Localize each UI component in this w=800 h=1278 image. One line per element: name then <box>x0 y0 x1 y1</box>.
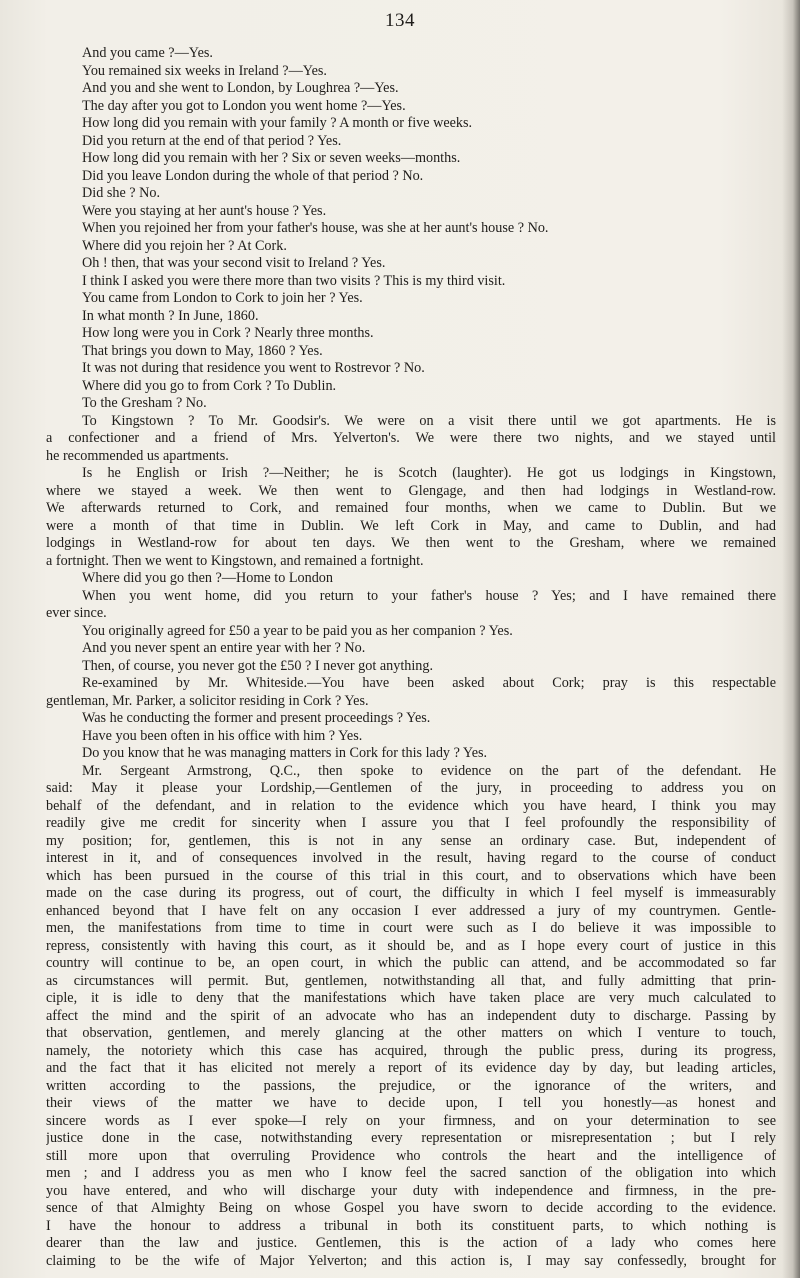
text-line: country will continue to be, an open court, in which the public can attend, and be accommodated so far <box>46 955 776 971</box>
text-line: written according to the passions, the prejudice, or the ignorance of the writers, and <box>46 1077 776 1094</box>
text-line: We afterwards returned to Cork, and remained four months, when we came to Dublin. But we <box>46 500 776 516</box>
text-line: Where did you go to from Cork ? To Dublin. <box>82 377 337 394</box>
text-line: I think I asked you were there more than two visits ? This is my third visit. <box>82 272 506 289</box>
text-line: as circumstances will permit. But, gentlemen, notwithstanding all that, and fully admitting that prin- <box>46 972 776 989</box>
text-line: affect the mind and the spirit of an advocate who has an independent duty to discharge. Passing by <box>46 1007 776 1024</box>
text-line: behalf of the defendant, and in relation to the evidence which you have heard, I think you may <box>46 797 776 814</box>
text-line: Where did you rejoin her ? At Cork. <box>82 237 287 254</box>
text-line: interest in it, and of consequences involved in the result, having regard to the course of conduct <box>46 850 776 866</box>
page-number: 134 <box>385 10 415 31</box>
text-line: lodgings in Westland-row for about ten days. We then went to the Gresham, where we remained <box>46 535 776 551</box>
text-line: where we stayed a week. We then went to Glengage, and then had lodgings in Westland-row. <box>46 482 776 499</box>
text-line: It was not during that residence you went to Rostrevor ? No. <box>82 360 425 376</box>
text-line: he recommended us apartments. <box>46 447 229 464</box>
text-line: You originally agreed for £50 a year to be paid you as her companion ? Yes. <box>82 622 513 639</box>
text-line: To Kingstown ? To Mr. Goodsir's. We were on a visit there until we got apartments. He is <box>82 412 776 429</box>
text-line: Mr. Sergeant Armstrong, Q.C., then spoke to evidence on the part of the defendant. He <box>82 762 776 779</box>
text-line: How long did you remain with her ? Six or seven weeks—months. <box>82 150 461 166</box>
text-line: said: May it please your Lordship,—Gentlemen of the jury, in proceeding to address you on <box>46 780 776 796</box>
text-line: And you never spent an entire year with her ? No. <box>82 640 366 656</box>
text-line: Where did you go then ?—Home to London <box>82 570 333 586</box>
text-line: How long did you remain with your family ? A month or five weeks. <box>82 115 473 131</box>
text-line: Have you been often in his office with him ? Yes. <box>82 727 363 744</box>
text-line: The day after you got to London you went home ?—Yes. <box>82 97 406 114</box>
text-line: Re-examined by Mr. Whiteside.—You have been asked about Cork; pray is this respectable <box>82 675 776 691</box>
text-line: ever since. <box>46 605 107 621</box>
text-line: In what month ? In June, 1860. <box>82 307 259 324</box>
text-line: a fortnight. Then we went to Kingstown, and remained a fortnight. <box>46 552 424 569</box>
text-line: namely, the notoriety which this case has acquired, through the public press, during its progress, <box>46 1042 776 1059</box>
text-line: justice done in the case, notwithstanding every representation or misrepresentation ; but I rely <box>46 1130 776 1146</box>
text-line: ciple, it is idle to deny that the manifestations which have taken place are very much calculated to <box>46 990 776 1006</box>
text-line: men, the manifestations from time to time in court were such as I do believe it was impossible to <box>46 920 776 936</box>
text-line: men ; and I address you as men who I know feel the sacred sanction of the obligation into which <box>46 1165 776 1181</box>
text-line: and the fact that it has elicited not merely a report of its evidence day by day, but leading articles, <box>46 1060 776 1076</box>
text-line: And you came ?—Yes. <box>82 45 213 61</box>
text-line: Do you know that he was managing matters in Cork for this lady ? Yes. <box>82 745 488 761</box>
text-line: which has been pursued in the course of this trial in this court, and to observations which have been <box>46 867 776 884</box>
text-line: you have entered, and who will discharge your duty with independence and firmness, in the pre- <box>46 1182 776 1199</box>
text-line: You came from London to Cork to join her ? Yes. <box>82 290 363 306</box>
text-line: Were you staying at her aunt's house ? Yes. <box>82 202 327 219</box>
page-edge-shadow <box>782 0 800 1278</box>
text-line: still more upon that overruling Providence who controls the heart and the intelligence of <box>46 1147 776 1164</box>
text-line: Was he conducting the former and present proceedings ? Yes. <box>82 710 431 726</box>
text-line: You remained six weeks in Ireland ?—Yes. <box>82 62 327 79</box>
text-line: Did you leave London during the whole of that period ? No. <box>82 167 424 184</box>
text-line: When you went home, did you return to your father's house ? Yes; and I have remained there <box>82 587 776 604</box>
text-line: I have the honour to address a tribunal in both its constituent parts, to which nothing is <box>46 1217 776 1234</box>
text-line: That brings you down to May, 1860 ? Yes. <box>82 342 323 359</box>
text-line: repress, consistently with having this court, as it should be, and as I hope every court of justice in this <box>46 937 776 954</box>
text-line: To the Gresham ? No. <box>82 395 207 411</box>
text-line: Did you return at the end of that period ? Yes. <box>82 132 342 149</box>
text-line: a confectioner and a friend of Mrs. Yelverton's. We were there two nights, and we stayed until <box>46 430 776 446</box>
text-line: Is he English or Irish ?—Neither; he is Scotch (laughter). He got us lodgings in Kingstown, <box>82 465 776 481</box>
text-line: made on the case during its progress, out of court, the difficulty in which I feel myself is immeasurably <box>46 885 776 901</box>
text-line: Oh ! then, that was your second visit to Ireland ? Yes. <box>82 255 386 271</box>
text-line: How long were you in Cork ? Nearly three months. <box>82 325 374 341</box>
text-line: enhanced beyond that I have felt on any occasion I ever addressed a jury of my countrymen. Gentle- <box>46 902 776 919</box>
text-line: my position; for, gentlemen, this is not in any sense an ordinary case. But, independent of <box>46 832 776 849</box>
text-line: sence of that Almighty Being on whose Gospel you have sworn to decide according to the evidence. <box>46 1200 776 1216</box>
text-line: Then, of course, you never got the £50 ? I never got anything. <box>82 657 434 674</box>
text-line: readily give me credit for sincerity when I assure you that I feel profoundly the responsibility of <box>46 815 776 831</box>
text-line: When you rejoined her from your father's house, was she at her aunt's house ? No. <box>82 220 549 236</box>
text-line: Did she ? No. <box>82 185 161 201</box>
text-line: claiming to be the wife of Major Yelverton; and this action is, I may say confessedly, brought for <box>46 1252 776 1269</box>
text-line: gentleman, Mr. Parker, a solicitor residing in Cork ? Yes. <box>46 692 369 709</box>
text-line: that observation, gentlemen, and merely glancing at the other matters on which I venture to touch, <box>46 1025 776 1041</box>
text-line: their views of the matter we have to decide upon, I tell you honestly—as honest and <box>46 1095 776 1111</box>
page-body-text <box>46 45 776 1270</box>
text-line: sincere words as I ever spoke—I rely on your firmness, and on your determination to see <box>46 1112 776 1129</box>
text-line: And you and she went to London, by Loughrea ?—Yes. <box>82 80 399 96</box>
text-line: were a month of that time in Dublin. We left Cork in May, and came to Dublin, and had <box>46 517 776 534</box>
text-line: dearer than the law and justice. Gentlemen, this is the action of a lady who comes here <box>46 1235 776 1251</box>
